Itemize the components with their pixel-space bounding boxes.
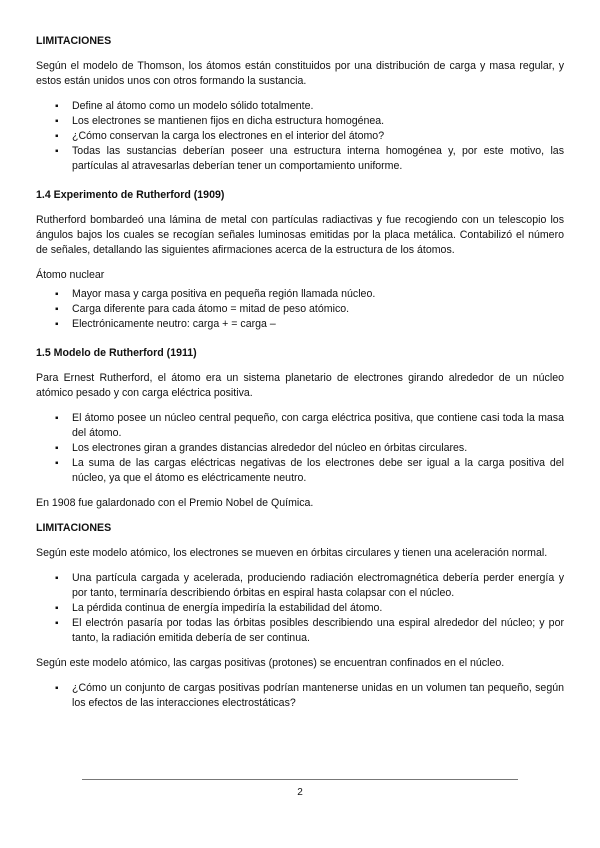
list-item: ▪ Carga diferente para cada átomo = mitad de peso atómico. — [36, 302, 564, 317]
list-item: ▪ La pérdida continua de energía impediría la estabilidad del átomo. — [36, 601, 564, 616]
paragraph: Según el modelo de Thomson, los átomos están constituidos por una distribución de carga y masa regular, y estos están unidos unos con otros formando la sustancia. — [36, 60, 564, 87]
paragraph: Según este modelo atómico, las cargas positivas (protones) se encuentran confinados en el núcleo. — [36, 657, 505, 669]
bullet-list — [36, 99, 564, 174]
section-heading-experimento: 1.4 Experimento de Rutherford (1909) — [36, 189, 225, 201]
list-item: ▪ El electrón pasaría por todas las órbitas posibles describiendo una espiral alrededor del núcleo; y por tanto, la radiación emitida debería de ser continua. — [36, 616, 564, 646]
paragraph-nobel: En 1908 fue galardonado con el Premio Nobel de Química. — [36, 497, 314, 509]
list-item: ▪ ¿Cómo un conjunto de cargas positivas podrían mantenerse unidas en un volumen tan pequeño, según los efectos de las interacciones electrostáticas? — [36, 681, 564, 711]
paragraph: Para Ernest Rutherford, el átomo era un sistema planetario de electrones girando alrededor de un núcleo atómico pesado y con carga eléctrica positiva. — [36, 372, 564, 399]
list-item: ▪ Los electrones se mantienen fijos en dicha estructura homogénea. — [36, 114, 564, 129]
section-heading-limitaciones-rutherford: LIMITACIONES — [36, 522, 112, 534]
list-item: ▪ Electrónicamente neutro: carga + = carga – — [36, 317, 564, 332]
list-item: ▪ Todas las sustancias deberían poseer una estructura interna homogénea y, por este motivo, las partículas al atravesarlas deberían tener un comportamiento uniforme. — [36, 144, 564, 174]
section-heading-limitaciones-thomson: LIMITACIONES — [36, 35, 112, 47]
bullet-list — [36, 571, 564, 646]
list-item: ▪ ¿Cómo conservan la carga los electrones en el interior del átomo? — [36, 129, 564, 144]
document-page — [36, 34, 564, 721]
list-item: ▪ Mayor masa y carga positiva en pequeña región llamada núcleo. — [36, 287, 564, 302]
list-item: ▪ Una partícula cargada y acelerada, produciendo radiación electromagnética debería perder energía y por tanto, terminaría describiendo órbitas en espiral hasta colapsar con el núcleo. — [36, 571, 564, 601]
subheading-atomo-nuclear: Átomo nuclear — [36, 269, 105, 281]
section-heading-modelo: 1.5 Modelo de Rutherford (1911) — [36, 347, 197, 359]
list-item: ▪ El átomo posee un núcleo central pequeño, con carga eléctrica positiva, que contiene casi toda la masa del átomo. — [36, 411, 564, 441]
bullet-list — [36, 411, 564, 486]
paragraph: Rutherford bombardeó una lámina de metal con partículas radiactivas y fue recogiendo con un telescopio los ángulos bajos los cuales se recogían señales luminosas emitidas por la placa metálica. Contabilizó el número de señales, detallando las siguientes afirmaciones acerca de la estructura de los átomos. — [36, 214, 564, 256]
bullet-list — [36, 681, 564, 711]
bullet-list — [36, 287, 564, 332]
footer-divider — [82, 779, 518, 780]
page-number: 2 — [297, 787, 303, 798]
list-item: ▪ Define al átomo como un modelo sólido totalmente. — [36, 99, 564, 114]
paragraph: Según este modelo atómico, los electrones se mueven en órbitas circulares y tienen una aceleración normal. — [36, 547, 548, 559]
list-item: ▪ Los electrones giran a grandes distancias alrededor del núcleo en órbitas circulares. — [36, 441, 564, 456]
list-item: ▪ La suma de las cargas eléctricas negativas de los electrones debe ser igual a la carga positiva del núcleo, ya que el átomo es eléctricamente neutro. — [36, 456, 564, 486]
